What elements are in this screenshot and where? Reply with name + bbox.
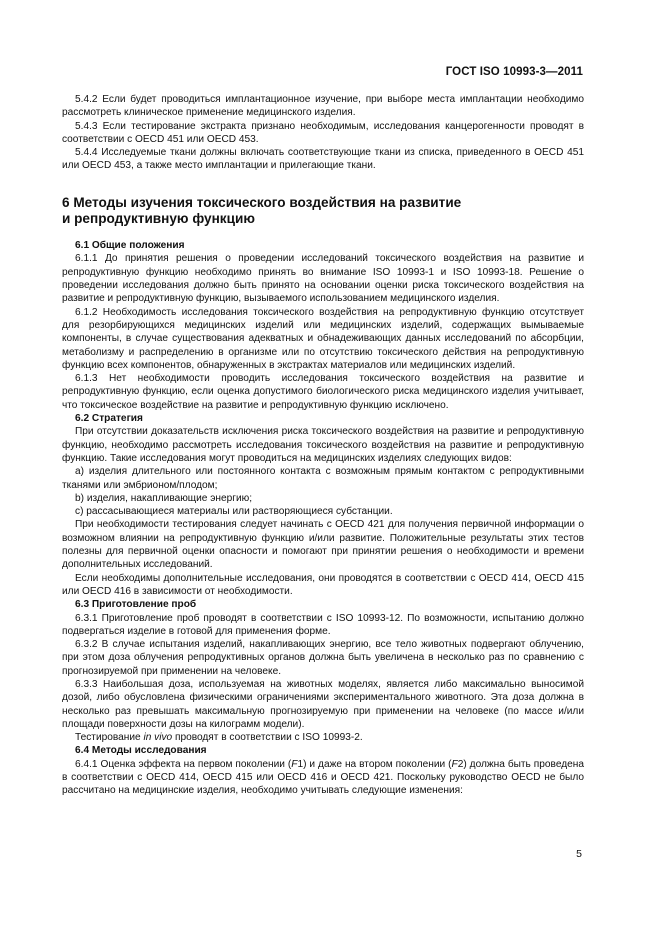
- device-types-list: [62, 465, 584, 518]
- paragraph-5-4-4: 5.4.4 Исследуемые ткани должны включать соответствующие ткани из списка, приведенного в OECD 451 или OECD 453, а также место имплантации и прилегающие ткани.: [62, 147, 584, 172]
- p641-f1: F: [291, 758, 298, 770]
- p641-c: 2) должна быть проведена в соответствии с OECD 414, OECD 415 или OECD 416 и OECD 421. Поскольку руководство OECD не было рассчитано на медицинские изделия, необходимо учитывать следующие изменения:: [62, 758, 584, 797]
- p641-b: 1) и даже на втором поколении (: [297, 758, 452, 770]
- list-item: a) изделия длительного или постоянного контакта с возможным прямым контактом с репродуктивными тканями или эмбрионом/плодом;: [62, 466, 584, 491]
- paragraph-6-1-2: 6.1.2 Необходимость исследования токсического воздействия на репродуктивную функцию отсутствует для резорбирующихся медицинских изделий или медицинских изделий, содержащих вымываемые компоненты, в случае существования адекватных и обнадеживающих данных исследований по абсорбции, метаболизму и распределению в организме или по отсутствию токсического действия на репродуктивную функцию всех компонентов, обнаруженных в экстрактах материалов или медицинских изделий.: [62, 306, 584, 371]
- section-6-title-line1: 6 Методы изучения токсического воздействия на развитие: [62, 194, 462, 210]
- in-vivo-term: in vivo: [143, 732, 173, 744]
- subsection-6-1-title: 6.1 Общие положения: [75, 240, 185, 252]
- in-vivo-pre: Тестирование: [75, 732, 144, 744]
- paragraph-6-1-3: 6.1.3 Нет необходимости проводить исследования токсического воздействия на развитие и репродуктивную функцию, если оценка допустимого биологического риска медицинского изделия учитывает, что токсическое воздействие на развитие и репродуктивную функцию исключено.: [62, 373, 584, 411]
- paragraph-5-4-2: 5.4.2 Если будет проводиться имплантационное изучение, при выборе места имплантации необходимо рассмотреть клиническое применение медицинского изделия.: [62, 94, 584, 119]
- paragraph-6-2-testing: При необходимости тестирования следует начинать с OECD 421 для получения первичной информации о возможном влиянии на репродуктивную функцию и/или развитие. Положительные результаты этих тестов полезны для первичной оценки опасности и помогают при принятии решения о необходимости и времени дополнительных исследований.: [62, 519, 584, 571]
- subsection-6-4-title: 6.4 Методы исследования: [75, 745, 207, 757]
- paragraph-6-3-1: 6.3.1 Приготовление проб проводят в соответствии с ISO 10993-12. По возможности, испытанию должно подвергаться изделие в готовой для применения форме.: [62, 612, 584, 637]
- paragraph-6-3-2: 6.3.2 В случае испытания изделий, накапливающих энергию, все тело животных подвергают облучению, при этом доза облучения репродуктивных органов должна быть увеличена в несколько раз по сравнению с прогнозируемой при применении на человеке.: [62, 639, 584, 677]
- in-vivo-post: проводят в соответствии с ISO 10993-2.: [172, 732, 363, 744]
- subsection-6-2-title: 6.2 Стратегия: [75, 413, 143, 425]
- paragraph-6-1-1: 6.1.1 До принятия решения о проведении исследований токсического воздействия на развитие и репродуктивную функцию необходимо принять во внимание ISO 10993-1 и ISO 10993-18. Решение о проведении исследования должно быть принято на основании оценки риска токсического воздействия на развитие и репродуктивную функцию, вызываемого использованием медицинского изделия.: [62, 253, 584, 305]
- p641-f2: F: [451, 758, 458, 770]
- list-item: c) рассасывающиеся материалы или растворяющиеся субстанции.: [75, 506, 393, 518]
- document-body: [62, 93, 584, 798]
- paragraph-6-3-3: 6.3.3 Наибольшая доза, используемая на животных моделях, является либо максимально выносимой дозой, либо обусловлена физическими ограничениями экспериментального животного. Эта доза должна в несколько раз превышать максимальную прогнозируемую при применении на человеке (по массе и/или площади поверхности дозы на килограмм модели).: [62, 678, 584, 730]
- list-item: b) изделия, накапливающие энергию;: [75, 492, 253, 504]
- paragraph-6-2-additional: Если необходимы дополнительные исследования, они проводятся в соответствии с OECD 414, OECD 415 или OECD 416 в зависимости от необходимости.: [62, 572, 584, 597]
- paragraph-6-2-intro: При отсутствии доказательств исключения риска токсического воздействия на развитие и репродуктивную функцию, необходимо рассмотреть исследования токсического воздействия на развитие и репродуктивную функцию. Такие исследования могут проводиться на медицинских изделиях следующих видов:: [62, 426, 584, 464]
- section-6-title-line2: и репродуктивную функцию: [62, 210, 255, 226]
- paragraph-in-vivo: [62, 731, 584, 744]
- paragraph-5-4-3: 5.4.3 Если тестирование экстракта признано необходимым, исследования канцерогенности проводят в соответствии с OECD 451 или OECD 453.: [62, 120, 584, 145]
- document-header: ГОСТ ISO 10993-3—2011: [445, 66, 583, 78]
- page-number: 5: [576, 848, 582, 860]
- p641-a: 6.4.1 Оценка эффекта на первом поколении (: [75, 758, 292, 770]
- paragraph-6-4-1: [62, 758, 584, 798]
- subsection-6-3-title: 6.3 Приготовление проб: [75, 599, 197, 611]
- section-6-title: [62, 195, 584, 227]
